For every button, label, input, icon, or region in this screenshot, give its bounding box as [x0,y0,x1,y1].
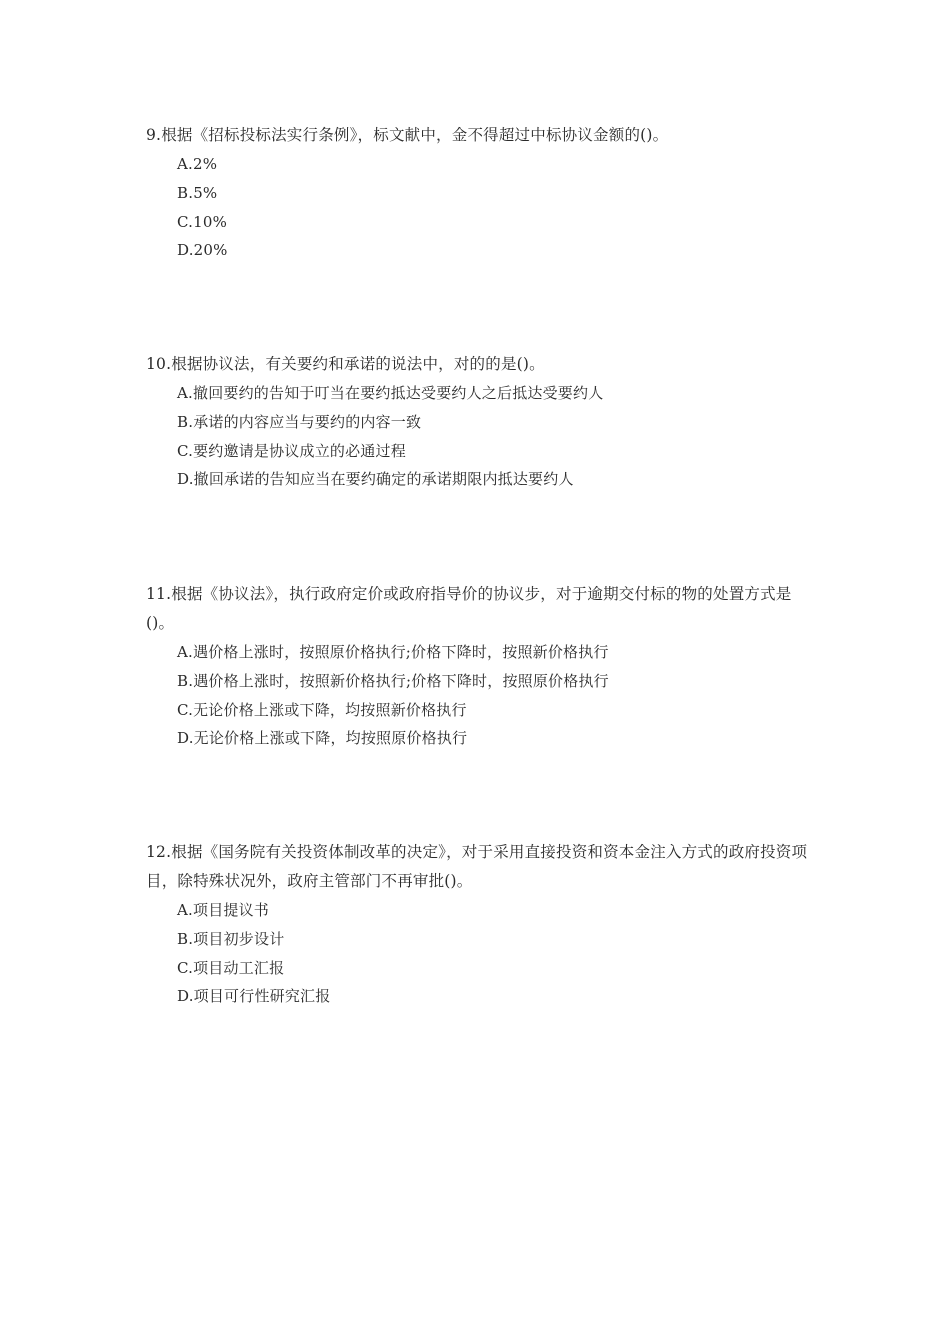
question-12 [146,838,810,1011]
option-c: C.10% [177,212,228,231]
option-d: D.项目可行性研究汇报 [177,987,331,1006]
option-a: A.遇价格上涨时，按照原价格执行;价格下降时，按照新价格执行 [177,643,609,661]
option-b: B.5% [177,183,218,202]
option-a: A.项目提议书 [177,901,270,919]
option-list [146,150,810,265]
option-c: C.无论价格上涨或下降，均按照新价格执行 [177,700,467,719]
option-list [146,379,810,494]
option-a: A.2% [177,155,218,173]
option-d: D.无论价格上涨或下降，均按照原价格执行 [177,729,468,748]
question-10 [146,350,810,494]
option-list [146,638,810,753]
question-stem: 11.根据《协议法》，执行政府定价或政府指导价的协议步，对于逾期交付标的物的处置方式是()。 [146,585,792,632]
option-b: B.项目初步设计 [177,929,285,948]
option-b: B.承诺的内容应当与要约的内容一致 [177,412,422,431]
option-d: D.20% [177,241,228,260]
option-c: C.要约邀请是协议成立的必通过程 [177,441,406,460]
option-b: B.遇价格上涨时，按照新价格执行;价格下降时，按照原价格执行 [177,671,609,690]
question-stem: 10.根据协议法，有关要约和承诺的说法中，对的的是()。 [146,355,545,373]
option-d: D.撤回承诺的告知应当在要约确定的承诺期限内抵达要约人 [177,470,574,489]
question-11 [146,580,810,753]
question-stem: 12.根据《国务院有关投资体制改革的决定》，对于采用直接投资和资本金注入方式的政府投资项目，除特殊状况外，政府主管部门不再审批()。 [146,843,808,890]
option-list [146,896,810,1011]
question-stem: 9.根据《招标投标法实行条例》，标文献中，金不得超过中标协议金额的()。 [146,126,669,144]
question-9 [146,121,810,265]
option-a: A.撤回要约的告知于叮当在要约抵达受要约人之后抵达受要约人 [177,384,604,402]
option-c: C.项目动工汇报 [177,958,285,977]
